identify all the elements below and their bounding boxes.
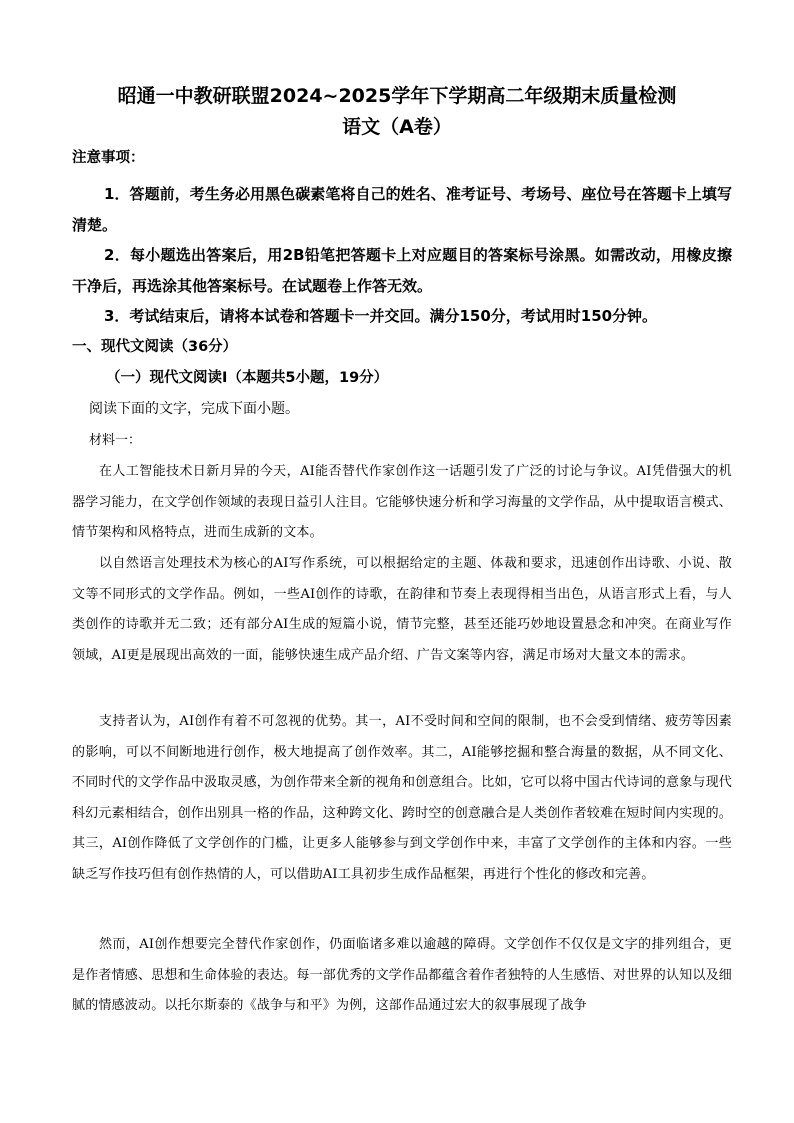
material-paragraph-2: 以自然语言处理技术为核心的AI写作系统，可以根据给定的主题、体裁和要求，迅速创作出诗歌、小说、散文等不同形式的文学作品。例如，一些AI创作的诗歌，在韵律和节奏上表现得相当出色，从语言形式上看，与人类创作的诗歌并无二致；还有部分AI生成的短篇小说，情节完整，甚至还能巧妙地设置悬念和冲突。在商业写作领域，AI更是展现出高效的一面，能够快速生成产品介绍、广告文案等内容，满足市场对大量文本的需求。: [72, 556, 732, 663]
reading-instruction: 阅读下面的文字，完成下面小题。: [89, 401, 299, 417]
material-paragraph-1: 在人工智能技术日新月异的今天，AI能否替代作家创作这一话题引发了广泛的讨论与争议。AI凭借强大的机器学习能力，在文学创作领域的表现日益引人注目。它能够快速分析和学习海量的文学作品，从中提取语言模式、情节架构和风格特点，进而生成新的文本。: [72, 464, 733, 540]
notice-item-2: 2．每小题选出答案后，用2B铅笔把答题卡上对应题目的答案标号涂黑。如需改动，用橡皮擦干净后，再选涂其他答案标号。在试题卷上作答无效。: [72, 246, 732, 295]
section-heading: 一、现代文阅读（36分）: [72, 339, 238, 355]
material-paragraph-4: 然而，AI创作想要完全替代作家创作，仍面临诸多难以逾越的障碍。文学创作不仅仅是文字的排列组合，更是作者情感、思想和生命体验的表达。每一部优秀的文学作品都蕴含着作者独特的人生感悟、对世界的认知以及细腻的情感波动。以托尔斯泰的《战争与和平》为例，这部作品通过宏大的叙事展现了战争: [72, 937, 733, 1013]
notice-heading: 注意事项：: [72, 150, 145, 166]
material-label: 材料一：: [89, 433, 142, 448]
exam-subtitle: 语文（A卷）: [342, 116, 452, 138]
notice-item-3: 3．考试结束后，请将本试卷和答题卡一并交回。满分150分，考试用时150分钟。: [104, 307, 658, 325]
notice-item-1: 1．答题前，考生务必用黑色碳素笔将自己的姓名、准考证号、考场号、座位号在答题卡上填写清楚。: [72, 185, 732, 234]
material-paragraph-3: 支持者认为，AI创作有着不可忽视的优势。其一，AI不受时间和空间的限制，也不会受到情绪、疲劳等因素的影响，可以不间断地进行创作，极大地提高了创作效率。其二，AI能够挖掘和整合海量的数据，从不同文化、不同时代的文学作品中汲取灵感，为创作带来全新的视角和创意组合。比如，它可以将中国古代诗词的意象与现代科幻元素相结合，创作出别具一格的作品，这种跨文化、跨时空的创意融合是人类创作者较难在短时间内实现的。其三，AI创作降低了文学创作的门槛，让更多人能够参与到文学创作中来，丰富了文学创作的主体和内容。一些缺乏写作技巧但有创作热情的人，可以借助AI工具初步生成作品框架，再进行个性化的修改和完善。: [72, 714, 733, 882]
subsection-heading: （一）现代文阅读Ⅰ（本题共5小题，19分）: [106, 370, 389, 386]
exam-title: 昭通一中教研联盟2024~2025学年下学期高二年级期末质量检测: [117, 85, 677, 107]
